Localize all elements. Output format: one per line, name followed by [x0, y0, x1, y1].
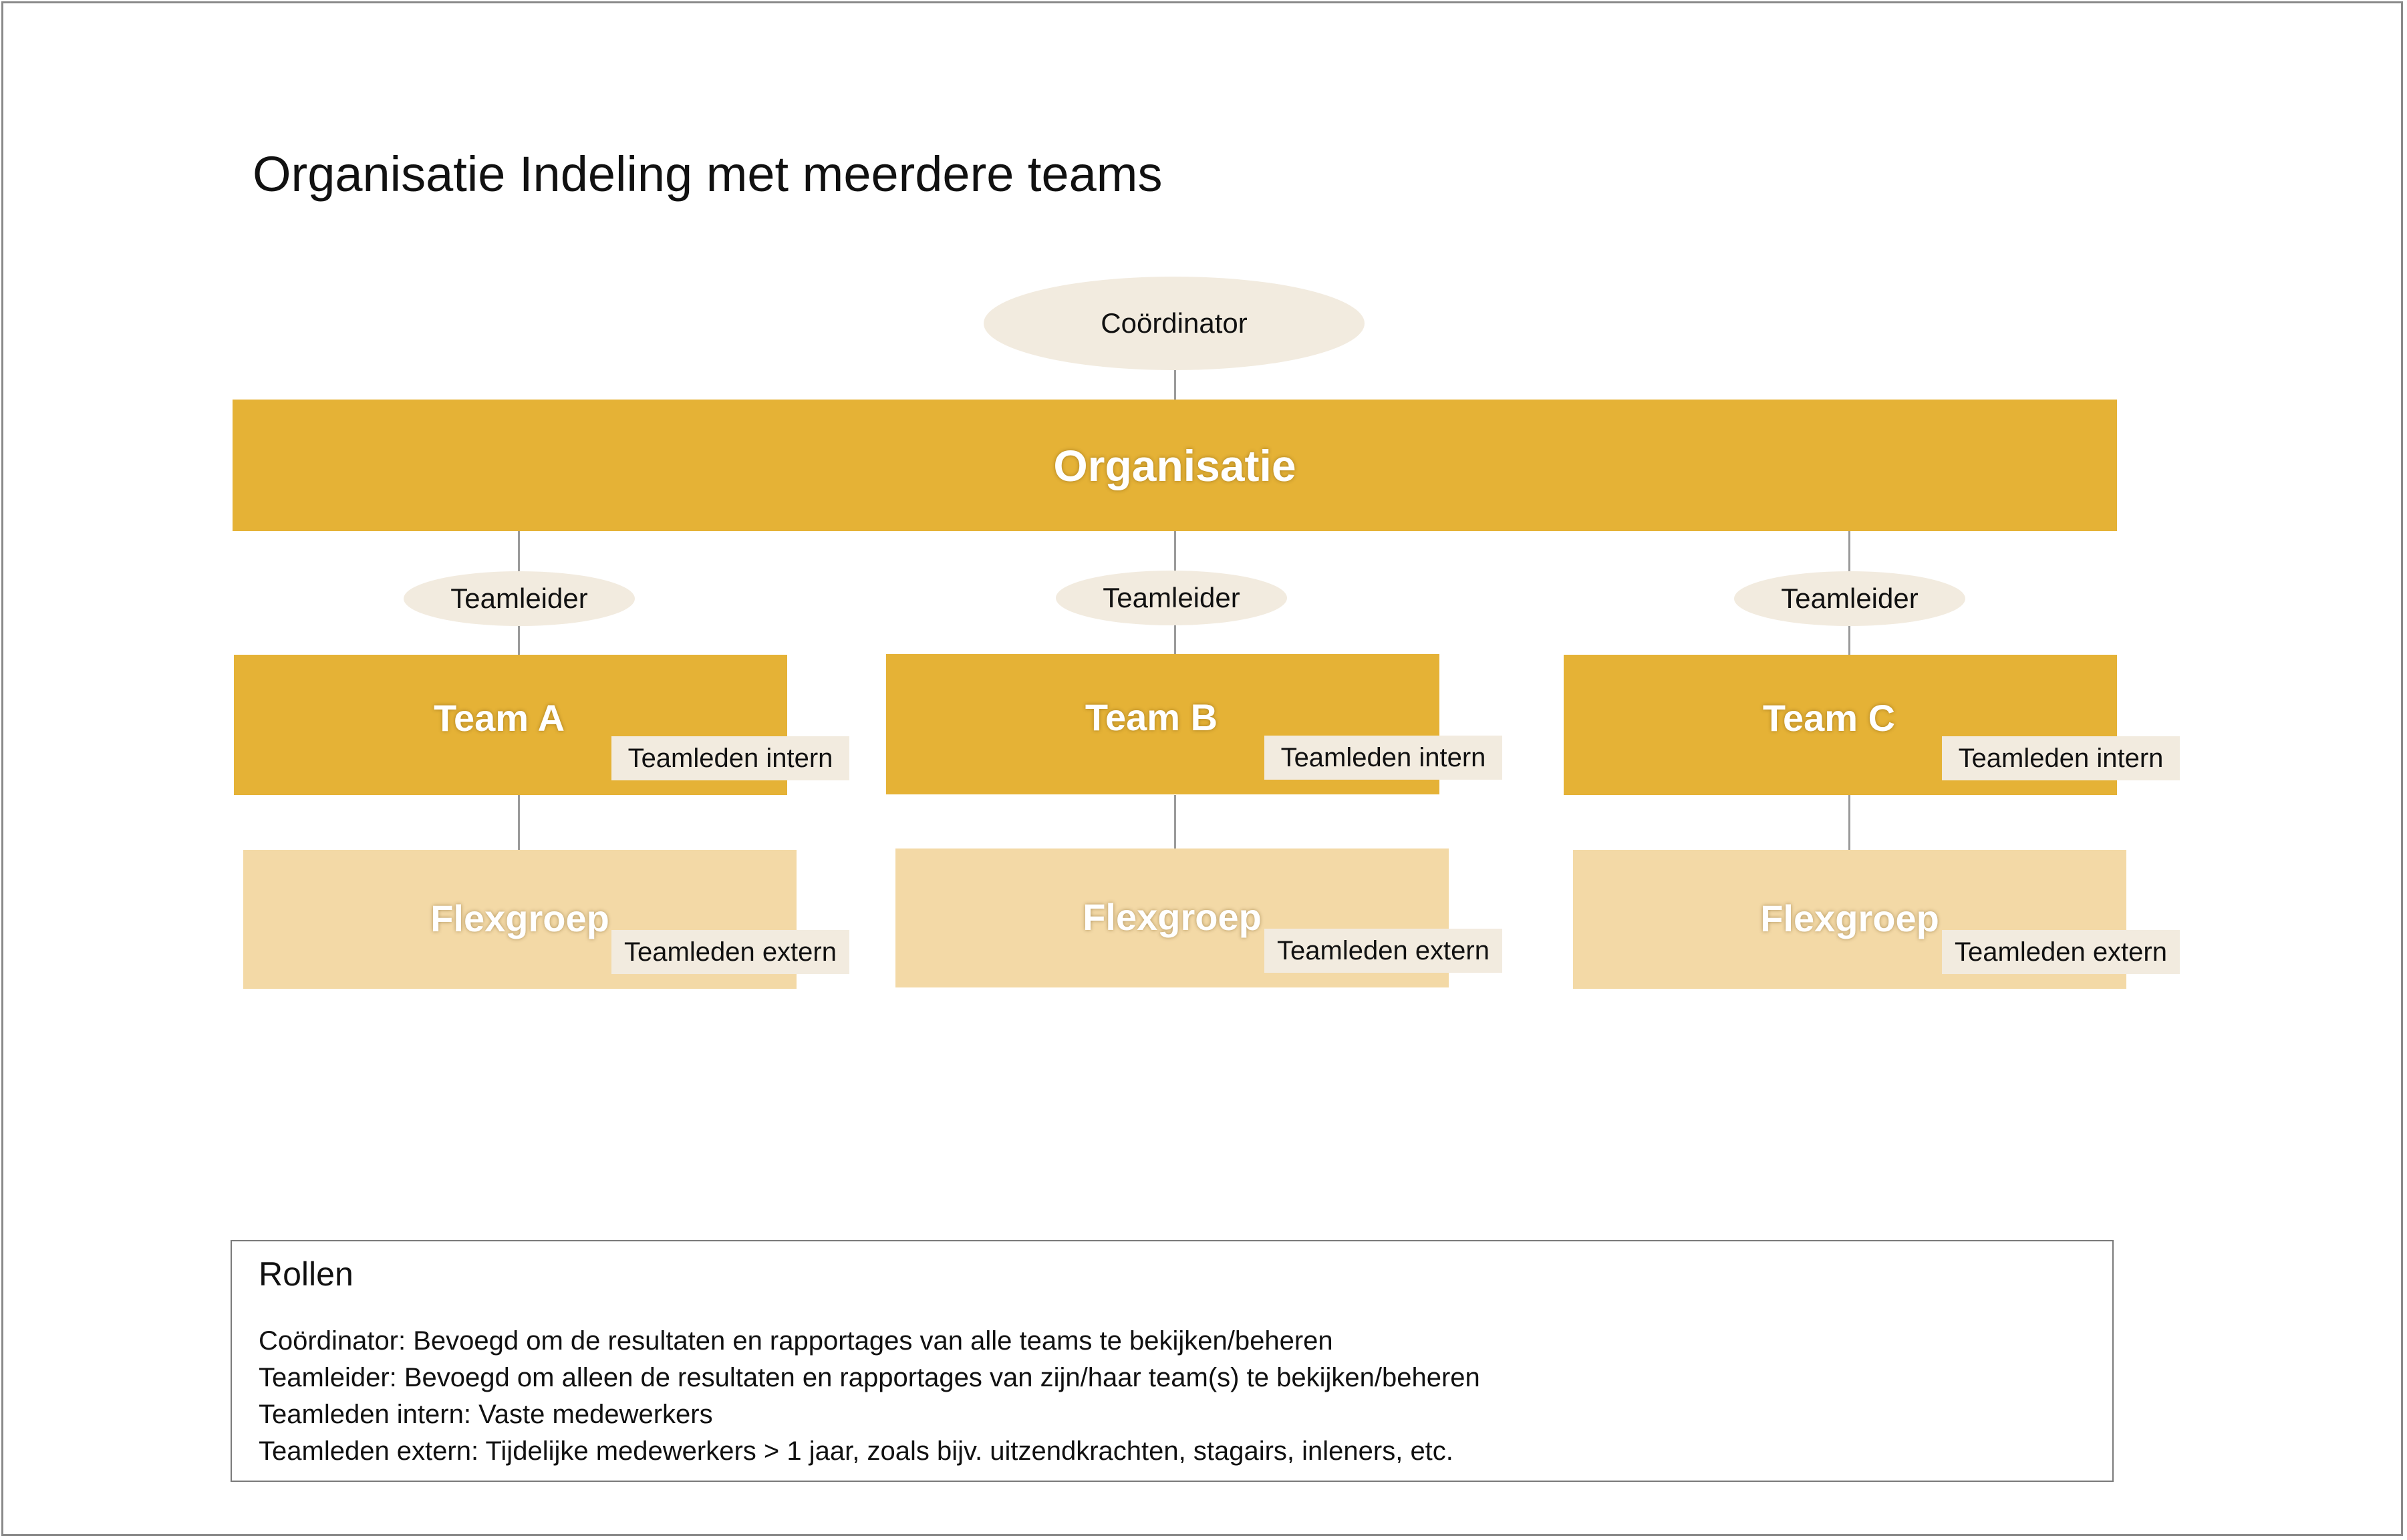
team-c-flexgroup-label: Flexgroep [1760, 897, 1939, 939]
team-a-extern-tag: Teamleden extern [611, 930, 849, 974]
coordinator-node [984, 277, 1365, 370]
legend-line-extern: Teamleden extern: Tijdelijke medewerkers > 1 jaar, zoals bijv. uitzendkrachten, stagairs, inleners, etc. [259, 1436, 1453, 1466]
legend-title: Rollen [259, 1255, 353, 1293]
organisation-label: Organisatie [1053, 440, 1296, 490]
team-c-intern-tag: Teamleden intern [1942, 736, 2180, 780]
team-a-leader-label: Teamleider [450, 583, 588, 614]
team-b-name: Team B [1085, 696, 1218, 738]
connector-team-a-flex [518, 795, 520, 850]
team-c-name: Team C [1762, 697, 1896, 739]
team-b-leader-node [1056, 571, 1287, 625]
diagram-title: Organisatie Indeling met meerdere teams [253, 146, 1163, 202]
team-a-flexgroup-label: Flexgroep [430, 897, 609, 939]
roles-legend [231, 1240, 2114, 1482]
team-b-flexgroup-label: Flexgroep [1083, 896, 1262, 938]
legend-line-intern: Teamleden intern: Vaste medewerkers [259, 1400, 713, 1429]
team-b-intern-tag: Teamleden intern [1264, 736, 1502, 780]
connector-coordinator [1174, 367, 1176, 401]
team-c-leader-node [1734, 571, 1965, 626]
team-a-intern-tag: Teamleden intern [611, 736, 849, 780]
organisation-node [233, 400, 2117, 531]
team-b-extern-tag: Teamleden extern [1264, 929, 1502, 973]
team-c-extern-tag: Teamleden extern [1942, 930, 2180, 974]
coordinator-label: Coördinator [1101, 307, 1248, 339]
legend-line-teamleader: Teamleider: Bevoegd om alleen de resultaten en rapportages van zijn/haar team(s) te bekijken/beheren [259, 1363, 1480, 1392]
legend-line-coordinator: Coördinator: Bevoegd om de resultaten en rapportages van alle teams te bekijken/beheren [259, 1326, 1333, 1356]
team-a-leader-node [404, 571, 635, 626]
team-b-leader-label: Teamleider [1103, 582, 1240, 613]
team-c-leader-label: Teamleider [1781, 583, 1919, 614]
connector-team-b-flex [1174, 795, 1176, 850]
connector-team-c-flex [1848, 795, 1850, 850]
team-a-name: Team A [433, 697, 565, 739]
